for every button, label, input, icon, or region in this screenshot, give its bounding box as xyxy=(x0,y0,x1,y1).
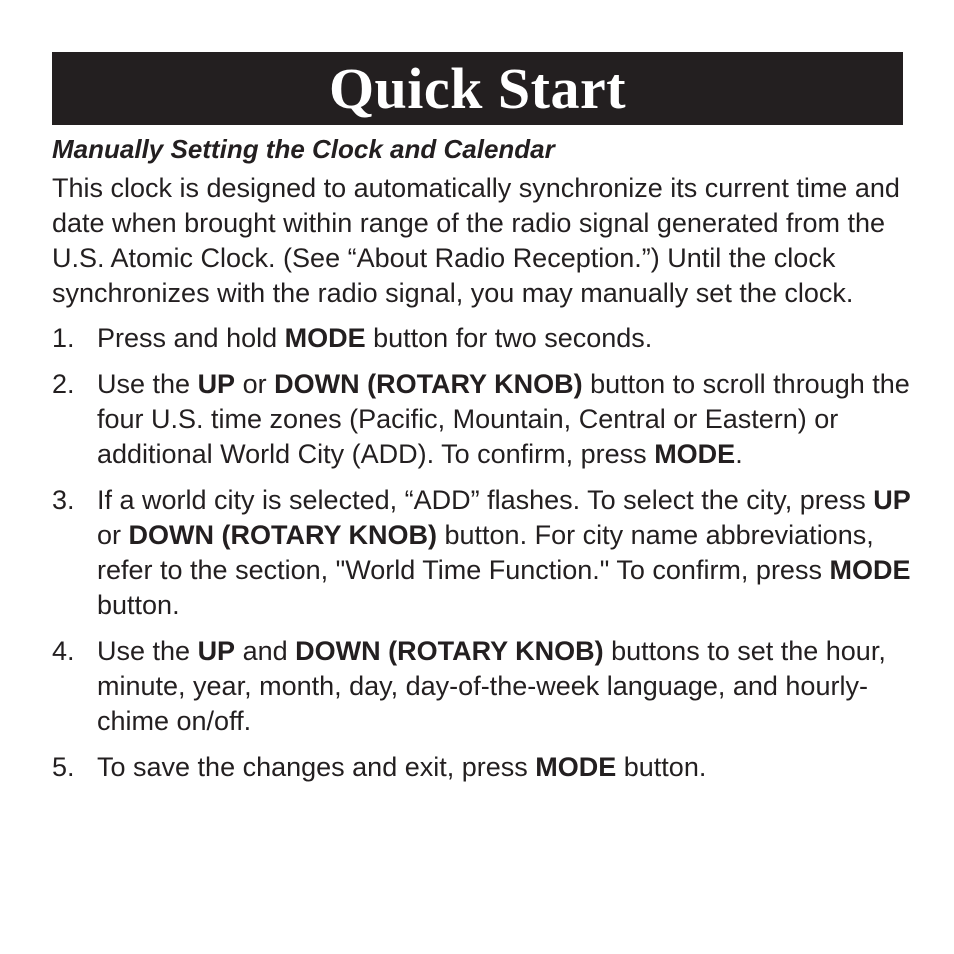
step-number: 2. xyxy=(52,369,75,399)
mode-button-ref: MODE xyxy=(654,439,736,469)
step-item xyxy=(52,367,912,472)
step-item xyxy=(52,321,912,356)
step-text: Press and hold MODE button for two seconds. xyxy=(97,323,653,353)
mode-button-ref: MODE xyxy=(829,555,911,585)
page-content xyxy=(52,128,912,796)
step-text: If a world city is selected, “ADD” flashes. To select the city, press UP or DOWN (ROTARY KNOB) button. For city name abbreviations, refer to the section, "World Time Function." To confirm, press MODE button. xyxy=(97,485,911,620)
down-rotary-knob-ref: DOWN (ROTARY KNOB) xyxy=(128,520,437,550)
up-button-ref: UP xyxy=(873,485,911,515)
step-item xyxy=(52,750,912,785)
step-number: 5. xyxy=(52,752,75,782)
step-text: Use the UP or DOWN (ROTARY KNOB) button to scroll through the four U.S. time zones (Pacific, Mountain, Central or Eastern) or additional World City (ADD). To confirm, press MODE. xyxy=(97,369,910,469)
mode-button-ref: MODE xyxy=(535,752,617,782)
down-rotary-knob-ref: DOWN (ROTARY KNOB) xyxy=(274,369,583,399)
step-number: 3. xyxy=(52,485,75,515)
step-text: Use the UP and DOWN (ROTARY KNOB) buttons to set the hour, minute, year, month, day, day-of-the-week language, and hourly-chime on/off. xyxy=(97,636,886,736)
step-item xyxy=(52,634,912,739)
title-bar xyxy=(52,52,903,125)
intro-paragraph: This clock is designed to automatically synchronize its current time and date when brought within range of the radio signal generated from the U.S. Atomic Clock. (See “About Radio Reception.”) Until the clock synchronizes with the radio signal, you may manually set the clock. xyxy=(52,173,900,308)
steps-list xyxy=(52,321,912,785)
section-heading: Manually Setting the Clock and Calendar xyxy=(52,134,555,164)
step-number: 4. xyxy=(52,636,75,666)
mode-button-ref: MODE xyxy=(284,323,366,353)
step-text: To save the changes and exit, press MODE button. xyxy=(97,752,707,782)
up-button-ref: UP xyxy=(197,369,236,399)
up-button-ref: UP xyxy=(197,636,236,666)
step-item xyxy=(52,483,912,623)
down-rotary-knob-ref: DOWN (ROTARY KNOB) xyxy=(295,636,604,666)
page-title: Quick Start xyxy=(328,55,627,121)
step-number: 1. xyxy=(52,323,75,353)
